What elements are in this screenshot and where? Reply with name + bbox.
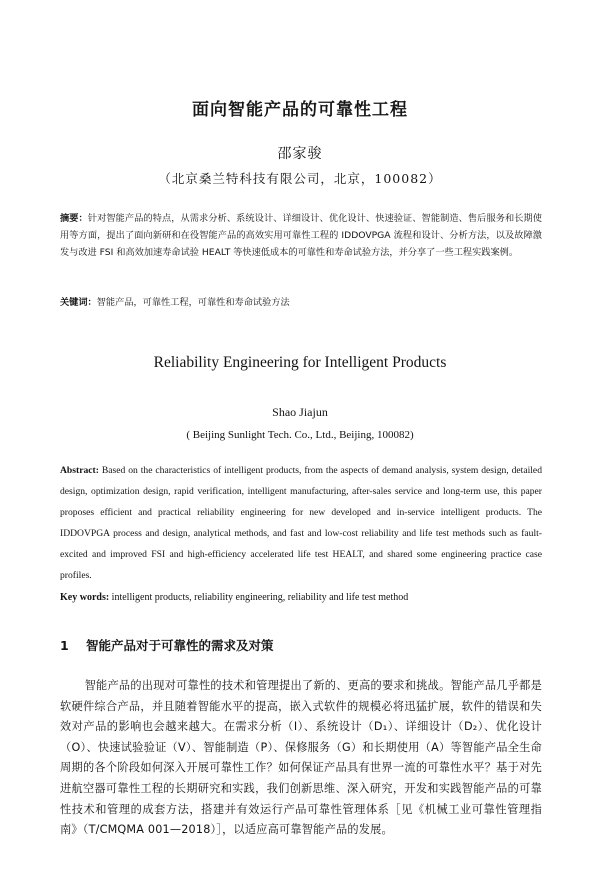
chinese-abstract-text: 针对智能产品的特点，从需求分析、系统设计、详细设计、优化设计、快速验证、智能制造、售后服务和长期使用等方面，提出了面向新研和在役智能产品的高效实用可靠性工程的 IDDOVPGA 流程和设计、分析方法，以及故障激发与改进 FSI 和高效加速寿命试验 HEALT 等快速低成本的可靠性和寿命试验方法，并分享了一些工程实践案例。 <box>60 213 542 258</box>
chinese-author: 邵家骏 <box>277 146 323 162</box>
english-abstract <box>60 460 542 586</box>
chinese-keywords-text: 智能产品，可靠性工程，可靠性和寿命试验方法 <box>96 297 290 308</box>
english-keywords-label: Key words: <box>60 592 110 603</box>
section-1-heading <box>60 636 274 654</box>
english-keywords-text: intelligent products, reliability engineering, reliability and life test method <box>111 592 409 603</box>
chinese-affiliation: （北京桑兰特科技有限公司，北京，100082） <box>158 171 442 186</box>
chinese-abstract-label: 摘要： <box>60 213 88 224</box>
english-affiliation: ( Beijing Sunlight Tech. Co., Ltd., Beijing, 100082) <box>186 429 414 441</box>
english-keywords <box>60 590 542 605</box>
section-1-number: 1 <box>60 638 69 653</box>
chinese-abstract <box>60 210 542 261</box>
section-1-title: 智能产品对于可靠性的需求及对策 <box>86 638 274 653</box>
section-1-paragraph: 智能产品的出现对可靠性的技术和管理提出了新的、更高的要求和挑战。智能产品几乎都是软硬件综合产品，并且随着智能水平的提高，嵌入式软件的规模必将迅猛扩展，软件的错误和失效对产品的影响也会越来越大。在需求分析（I）、系统设计（D₁）、详细设计（D₂）、优化设计（O）、快速试验验证（V）、智能制造（P）、保修服务（G）和长期使用（A）等智能产品全生命周期的各个阶段如何深入开展可靠性工作？如何保证产品具有世界一流的可靠性水平？基于对先进航空器可靠性工程的长期研究和实践，我们创新思维、深入研究，开发和实践智能产品的可靠性技术和管理的成套方法，搭建并有效运行产品可靠性管理体系［见《机械工业可靠性管理指南》（T/CMQMA 001—2018）］，以适应高可靠智能产品的发展。 <box>60 679 542 837</box>
english-author: Shao Jiajun <box>272 405 328 419</box>
english-title: Reliability Engineering for Intelligent Products <box>153 354 447 371</box>
chinese-keywords <box>60 295 542 310</box>
chinese-title: 面向智能产品的可靠性工程 <box>192 100 408 120</box>
chinese-keywords-label: 关键词： <box>60 297 97 308</box>
english-abstract-text: Based on the characteristics of intelligent products, from the aspects of demand analysis, system design, detailed design, optimization design, rapid verification, intelligent manufacturing, after-sales service and long-term use, this paper proposes efficient and practical reliability engineering for new developed and in-service intelligent products. The IDDOVPGA process and design, analytical methods, and fast and low-cost reliability and life test methods such as fault-excited and improved FSI and high-efficiency accelerated life test HEALT, and shared some engineering practice case profiles. <box>60 465 542 581</box>
english-abstract-label: Abstract: <box>60 465 99 476</box>
